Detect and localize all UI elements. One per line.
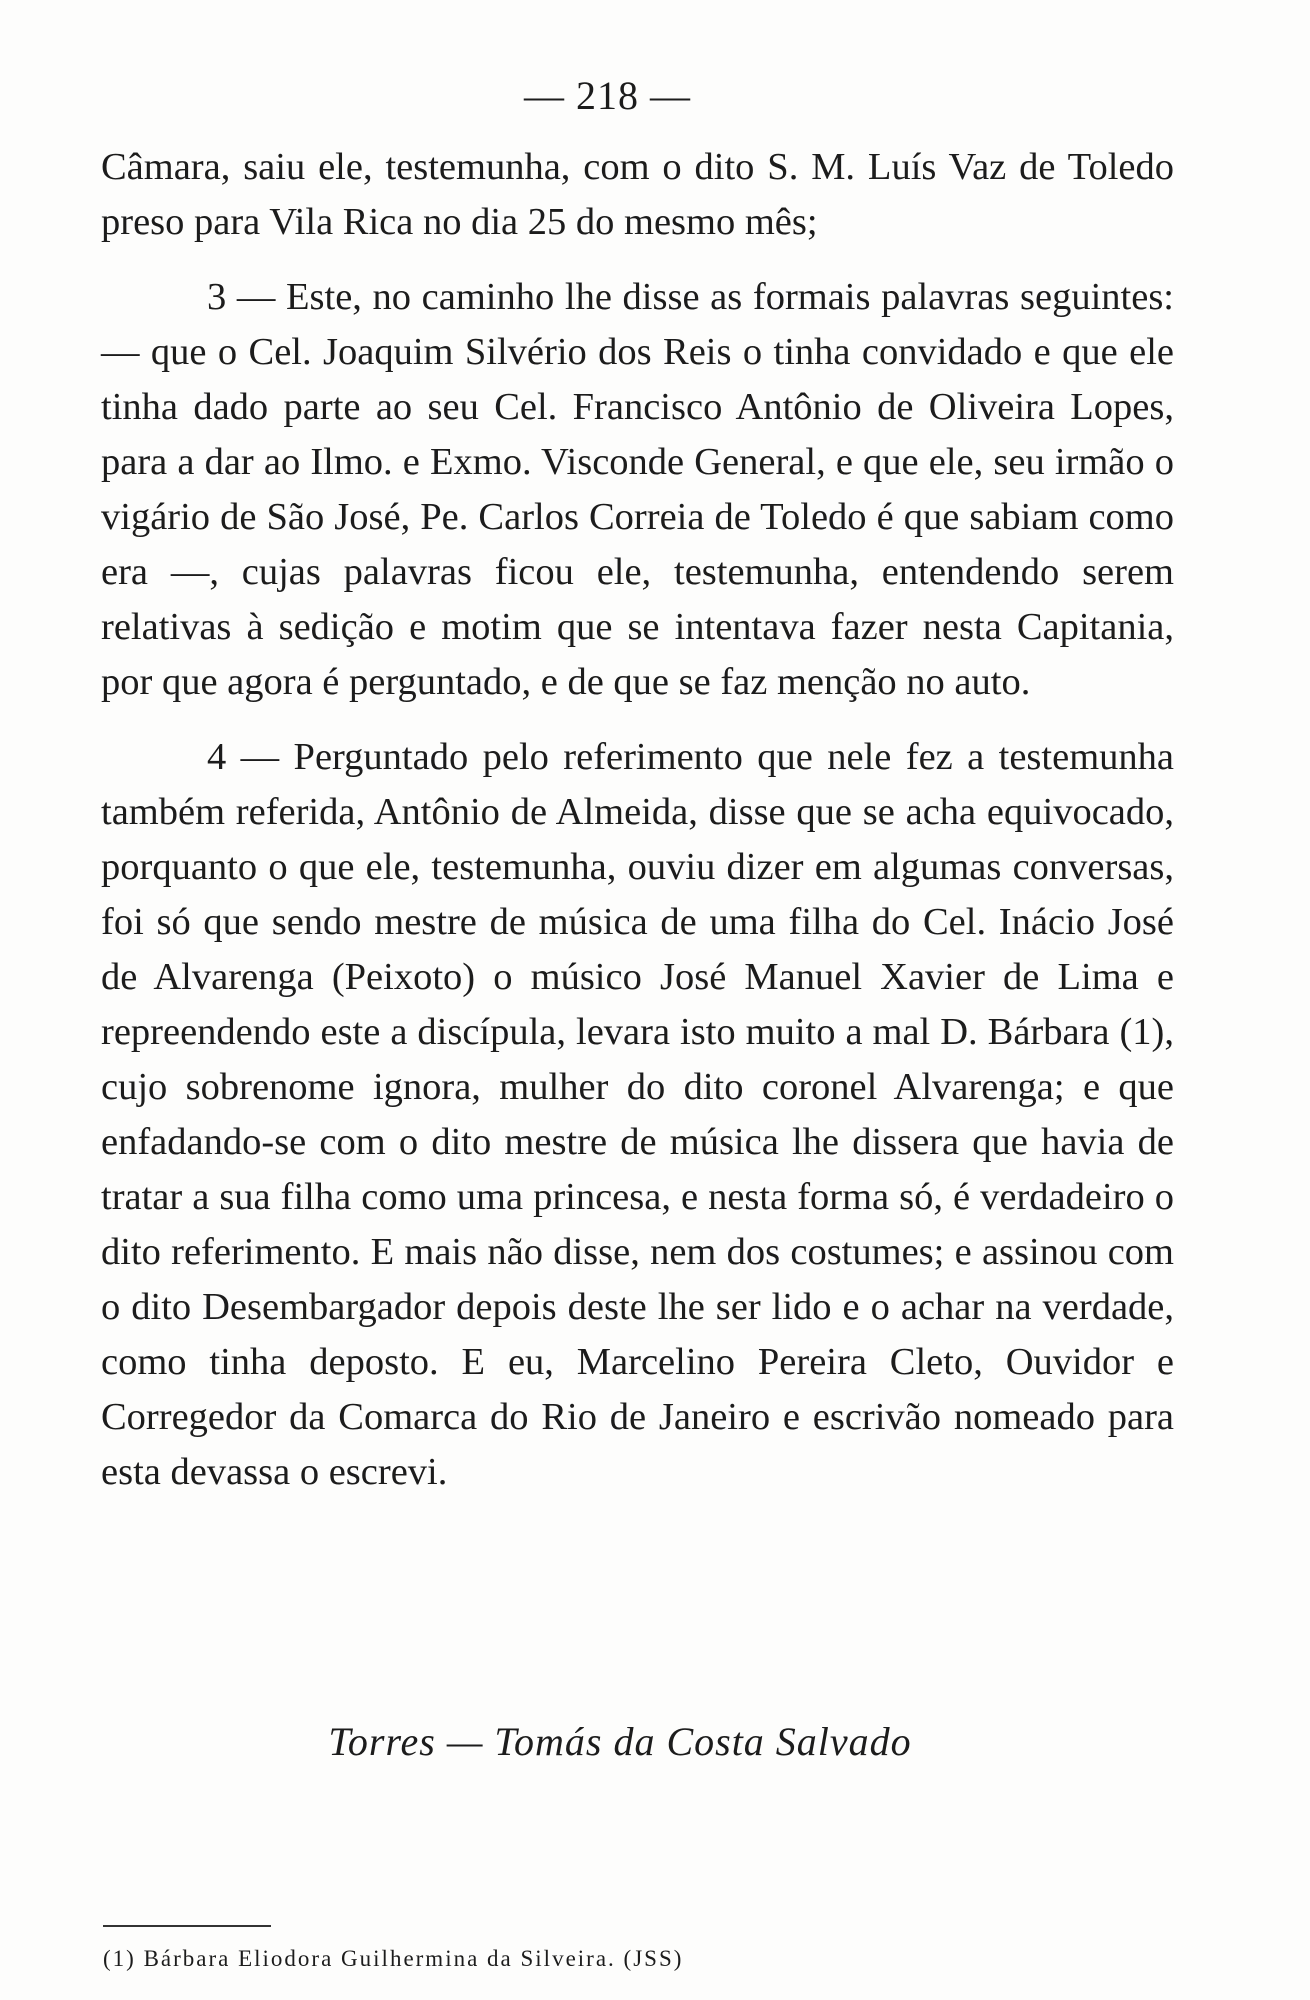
paragraph-item-3: 3 — Este, no caminho lhe disse as formais palavras seguintes: — que o Cel. Joaquim Silvério dos Reis o tinha convidado e que ele tinha dado parte ao seu Cel. Francisco Antônio de Oliveira Lopes, para a dar ao Ilmo. e Exmo. Visconde General, e que ele, seu irmão o vigário de São José, Pe. Carlos Correia de Toledo é que sabiam como era —, cujas palavras ficou ele, testemunha, entendendo serem relativas à sedição e motim que se intentava fazer nesta Capitania, por que agora é perguntado, e de que se faz menção no auto. bbox=[101, 276, 1174, 703]
body-text bbox=[101, 140, 1174, 1500]
footnote-divider bbox=[103, 1925, 271, 1927]
paragraph-item-4: 4 — Perguntado pelo referimento que nele fez a testemunha também referida, Antônio de Almeida, disse que se acha equivocado, porquanto o que ele, testemunha, ouviu dizer em algumas conversas, foi só que sendo mestre de música de uma filha do Cel. Inácio José de Alvarenga (Peixoto) o músico José Manuel Xavier de Lima e repreendendo este a discípula, levara isto muito a mal D. Bárbara (1), cujo sobrenome ignora, mulher do dito coronel Alvarenga; e que enfadando-se com o dito mestre de música lhe dissera que havia de tratar a sua filha como uma princesa, e nesta forma só, é verdadeiro o dito referimento. E mais não disse, nem dos costumes; e assinou com o dito Desembargador depois deste lhe ser lido e o achar na verdade, como tinha deposto. E eu, Marcelino Pereira Cleto, Ouvidor e Corregedor da Comarca do Rio de Janeiro e escrivão nomeado para esta devassa o escrevi. bbox=[101, 736, 1174, 1493]
paragraph-continuation: Câmara, saiu ele, testemunha, com o dito S. M. Luís Vaz de Toledo preso para Vila Rica no dia 25 do mesmo mês; bbox=[101, 146, 1174, 243]
signature-line: Torres — Tomás da Costa Salvado bbox=[328, 1719, 912, 1764]
page-number: — 218 — bbox=[524, 73, 691, 118]
footnote: (1) Bárbara Eliodora Guilhermina da Silveira. (JSS) bbox=[103, 1946, 684, 1971]
